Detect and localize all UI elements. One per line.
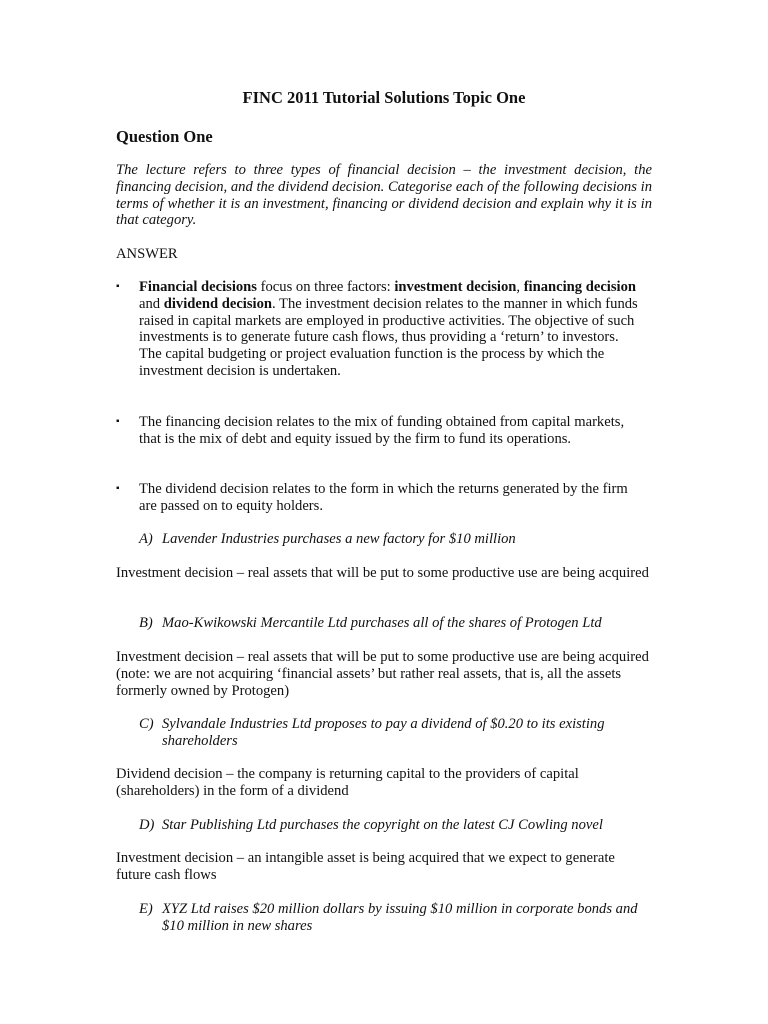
item-a	[139, 531, 659, 548]
item-letter: D)	[139, 817, 155, 833]
bullet-marker: ▪	[116, 416, 120, 427]
bullet-text-run: . The investment decision relates to the manner in which funds raised in capital markets are employed in productive activities. The objective of such investments is to generate future cash flows, thus providing a ‘return’ to investors. The capital budgeting or project evaluation function is the process by which the investment decision is undertaken.	[139, 295, 638, 379]
bold-term: Financial decisions	[139, 279, 257, 295]
answer-a: Investment decision – real assets that will be put to some productive use are being acquired	[116, 565, 649, 581]
bullet-marker: ▪	[116, 483, 120, 494]
answer-b: Investment decision – real assets that will be put to some productive use are being acquired (note: we are not acquiring ‘financial assets’ but rather real assets, that is, all the assets formerly owned by Protogen)	[116, 649, 649, 699]
bullet-marker: ▪	[116, 281, 120, 292]
bullet-text-run: and	[139, 295, 164, 312]
bullet-financial-decisions	[116, 279, 652, 380]
item-letter: C)	[139, 716, 154, 732]
bullet-text	[139, 279, 639, 380]
bullet-text-run: focus on three factors:	[256, 279, 395, 295]
answer-label: ANSWER	[116, 246, 178, 262]
item-d	[139, 817, 659, 834]
item-b	[139, 615, 659, 632]
question-heading: Question One	[116, 127, 213, 146]
item-text: XYZ Ltd raises $20 million dollars by issuing $10 million in corporate bonds and $10 million in new shares	[162, 901, 638, 934]
item-letter: E)	[139, 901, 153, 917]
bold-term: financing decision	[523, 279, 636, 295]
item-text: Star Publishing Ltd purchases the copyright on the latest CJ Cowling novel	[162, 817, 603, 833]
item-text: Mao-Kwikowski Mercantile Ltd purchases all of the shares of Protogen Ltd	[162, 615, 602, 631]
bullet-dividend-decision	[116, 481, 652, 515]
bullet-text: The dividend decision relates to the form in which the returns generated by the firm are passed on to equity holders.	[139, 481, 628, 514]
bold-term: dividend decision	[163, 295, 273, 312]
item-text: Sylvandale Industries Ltd proposes to pay a dividend of $0.20 to its existing shareholders	[162, 716, 605, 749]
answer-c: Dividend decision – the company is returning capital to the providers of capital (shareholders) in the form of a dividend	[116, 766, 579, 799]
answer-d: Investment decision – an intangible asset is being acquired that we expect to generate future cash flows	[116, 850, 615, 883]
item-letter: A)	[139, 531, 153, 547]
document-title: FINC 2011 Tutorial Solutions Topic One	[242, 88, 526, 107]
question-prompt: The lecture refers to three types of financial decision – the investment decision, the financing decision, and the dividend decision. Categorise each of the following decisions in terms of whether it is an investment, financing or dividend decision and explain why it is in that category.	[116, 162, 652, 229]
item-c	[139, 716, 659, 750]
item-text: Lavender Industries purchases a new factory for $10 million	[162, 531, 516, 547]
item-e	[139, 901, 659, 935]
bullet-text-run: ,	[516, 279, 524, 295]
bullet-text: The financing decision relates to the mix of funding obtained from capital markets, that is the mix of debt and equity issued by the firm to fund its operations.	[139, 414, 625, 447]
bold-term: investment decision	[394, 279, 517, 295]
item-letter: B)	[139, 615, 153, 631]
bullet-financing-decision	[116, 414, 652, 448]
